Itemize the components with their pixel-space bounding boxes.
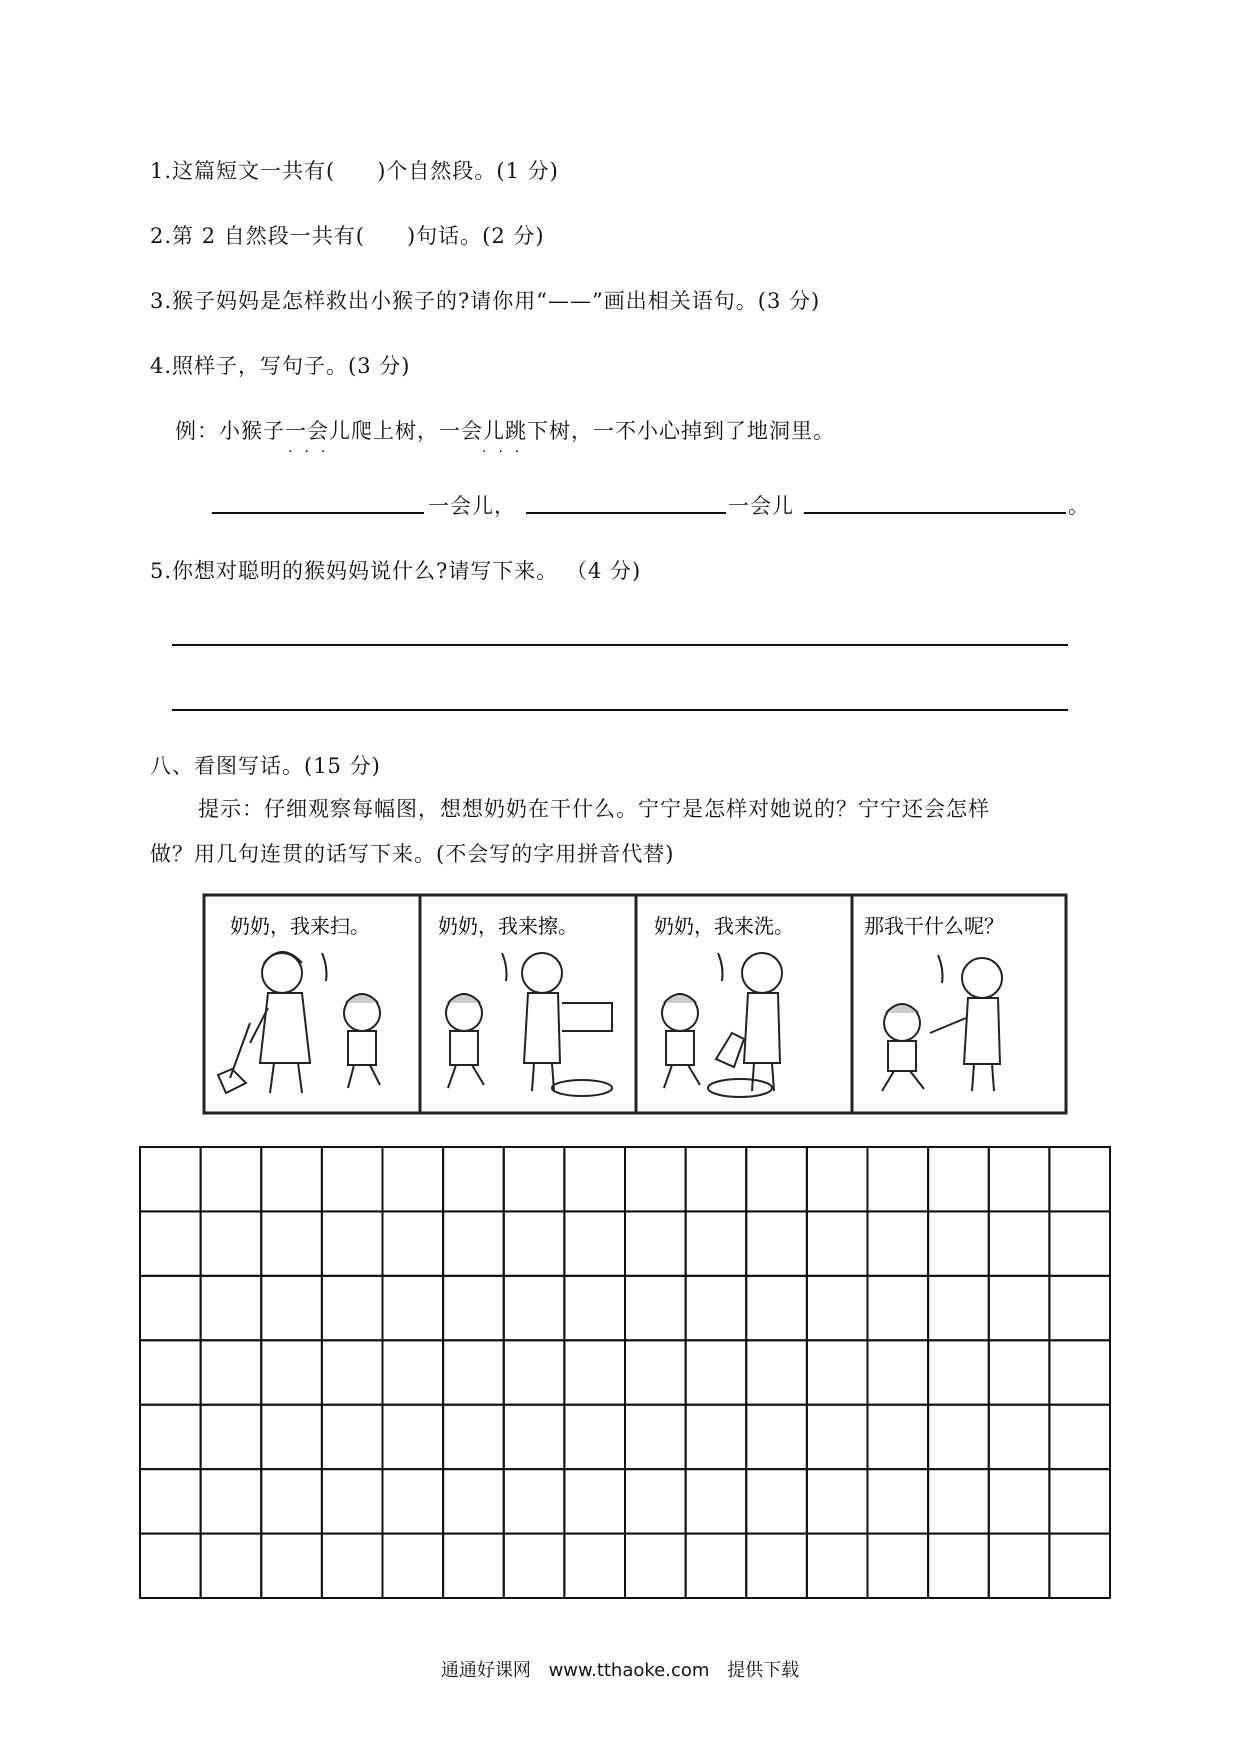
grid-cell[interactable] [1049,1276,1110,1340]
emphasis-dots: ··· [482,444,532,460]
grid-cell[interactable] [1049,1211,1110,1275]
grid-cell[interactable] [201,1340,262,1404]
footer [0,1656,1240,1682]
grid-cell[interactable] [564,1534,625,1598]
grid-cell[interactable] [868,1211,929,1275]
comic-panel-2 [438,914,612,1096]
grid-cell[interactable] [140,1469,201,1533]
grid-cell[interactable] [504,1276,565,1340]
question-1 [150,155,559,185]
grid-cell[interactable] [686,1534,747,1598]
question-2 [150,220,545,250]
grid-cell[interactable] [201,1469,262,1533]
grid-cell[interactable] [989,1469,1050,1533]
grid-cell[interactable] [625,1405,686,1469]
grid-cell[interactable] [261,1405,322,1469]
grid-cell[interactable] [443,1340,504,1404]
grid-cell[interactable] [140,1405,201,1469]
grid-cell[interactable] [261,1276,322,1340]
grid-cell[interactable] [989,1534,1050,1598]
grid-cell[interactable] [201,1211,262,1275]
grid-cell[interactable] [928,1405,989,1469]
grid-cell[interactable] [928,1147,989,1211]
question-2-pre: 2.第 2 自然段一共有( [150,224,365,248]
grid-cell[interactable] [1049,1534,1110,1598]
grid-cell[interactable] [625,1340,686,1404]
comic-panel-1 [218,914,380,1093]
grid-cell[interactable] [261,1147,322,1211]
grid-cell[interactable] [928,1340,989,1404]
grid-cell[interactable] [989,1340,1050,1404]
grid-cell[interactable] [140,1147,201,1211]
grid-cell[interactable] [564,1211,625,1275]
grid-cell[interactable] [928,1534,989,1598]
speech-bubble-text: 奶奶，我来擦。 [438,914,578,938]
grid-cell[interactable] [201,1534,262,1598]
grid-cell[interactable] [1049,1405,1110,1469]
grid-cell[interactable] [140,1340,201,1404]
question-5: 5.你想对聪明的猴妈妈说什么?请写下来。 （4 分) [150,559,642,583]
grid-cell[interactable] [140,1534,201,1598]
grid-cell[interactable] [868,1147,929,1211]
speech-bubble-text: 奶奶，我来洗。 [654,914,794,938]
question-1-pre: 1.这篇短文一共有( [150,159,336,183]
grid-cell[interactable] [322,1147,383,1211]
grid-cell[interactable] [322,1469,383,1533]
grid-cell[interactable] [807,1147,868,1211]
grid-cell[interactable] [504,1147,565,1211]
fill-text-a: 一会儿， [428,494,516,518]
grid-cell[interactable] [322,1276,383,1340]
grid-cell[interactable] [443,1469,504,1533]
grid-cell[interactable] [746,1211,807,1275]
grid-cell[interactable] [201,1276,262,1340]
emphasis-dots: ··· [288,444,338,460]
grid-cell[interactable] [261,1340,322,1404]
grid-cell[interactable] [746,1276,807,1340]
footer-site: 通通好课网 [440,1660,531,1681]
grid-cell[interactable] [928,1211,989,1275]
grid-cell[interactable] [746,1534,807,1598]
grid-cell[interactable] [746,1405,807,1469]
fill-text-b: 一会儿 [728,494,794,518]
grid-cell[interactable] [322,1340,383,1404]
grid-cell[interactable] [140,1276,201,1340]
grid-cell[interactable] [625,1534,686,1598]
grid-cell[interactable] [928,1469,989,1533]
fill-line[interactable] [804,512,1066,514]
grid-cell[interactable] [625,1211,686,1275]
comic-strip [202,893,1068,1115]
answer-line[interactable] [172,644,1068,646]
grid-cell[interactable] [686,1147,747,1211]
grid-cell[interactable] [201,1147,262,1211]
comic-panel-3 [654,914,794,1097]
grid-cell[interactable] [443,1534,504,1598]
grid-cell[interactable] [686,1405,747,1469]
grid-cell[interactable] [383,1211,444,1275]
grid-cell[interactable] [564,1147,625,1211]
question-3: 3.猴子妈妈是怎样救出小猴子的?请你用“——”画出相关语句。(3 分) [150,289,821,313]
grid-cell[interactable] [443,1147,504,1211]
question-4: 4.照样子，写句子。(3 分) [150,354,411,378]
grid-cell[interactable] [383,1147,444,1211]
grid-cell[interactable] [261,1469,322,1533]
grid-cell[interactable] [504,1340,565,1404]
writing-grid[interactable] [138,1145,1112,1600]
grid-cell[interactable] [383,1405,444,1469]
grid-cell[interactable] [564,1469,625,1533]
grid-cell[interactable] [201,1405,262,1469]
grid-cell[interactable] [625,1469,686,1533]
grid-cell[interactable] [746,1340,807,1404]
grid-cell[interactable] [140,1211,201,1275]
fill-end: 。 [1068,494,1090,518]
grid-cell[interactable] [807,1405,868,1469]
grid-cell[interactable] [868,1276,929,1340]
grid-cell[interactable] [504,1405,565,1469]
fill-line[interactable] [526,512,726,514]
grid-cell[interactable] [625,1147,686,1211]
grid-cell[interactable] [564,1276,625,1340]
footer-url[interactable]: www.tthaoke.com [548,1660,710,1681]
grid-cell[interactable] [686,1211,747,1275]
grid-cell[interactable] [686,1276,747,1340]
grid-cell[interactable] [1049,1469,1110,1533]
hint-line-2: 做？用几句连贯的话写下来。(不会写的字用拼音代替) [150,842,675,866]
grid-cell[interactable] [443,1405,504,1469]
speech-bubble-text: 那我干什么呢？ [864,914,1004,938]
grid-cell[interactable] [625,1276,686,1340]
grid-cell[interactable] [322,1211,383,1275]
grid-cell[interactable] [383,1276,444,1340]
question-1-post: )个自然段。(1 分) [377,159,559,183]
grid-cell[interactable] [868,1469,929,1533]
grid-cell[interactable] [686,1469,747,1533]
fill-line[interactable] [212,512,424,514]
grid-cell[interactable] [928,1276,989,1340]
grid-cell[interactable] [807,1276,868,1340]
grid-cell[interactable] [322,1534,383,1598]
grid-cell[interactable] [989,1405,1050,1469]
grid-cell[interactable] [383,1340,444,1404]
grid-cell[interactable] [504,1534,565,1598]
grid-cell[interactable] [443,1211,504,1275]
grid-cell[interactable] [807,1340,868,1404]
grid-cell[interactable] [686,1340,747,1404]
grid-cell[interactable] [746,1147,807,1211]
comic-panel-4 [864,914,1004,1091]
grid-cell[interactable] [807,1211,868,1275]
grid-cell[interactable] [989,1147,1050,1211]
example-sentence: 例：小猴子一会儿爬上树，一会儿跳下树，一不小心掉到了地洞里。 [175,419,835,443]
grid-cell[interactable] [504,1211,565,1275]
grid-cell[interactable] [383,1469,444,1533]
grid-cell[interactable] [868,1534,929,1598]
grid-cell[interactable] [868,1340,929,1404]
answer-line[interactable] [172,709,1068,711]
grid-cell[interactable] [807,1469,868,1533]
grid-cell[interactable] [989,1276,1050,1340]
grid-cell[interactable] [504,1469,565,1533]
hint-line-1: 提示：仔细观察每幅图，想想奶奶在干什么。宁宁是怎样对她说的？宁宁还会怎样 [198,797,990,821]
grid-cell[interactable] [261,1534,322,1598]
speech-bubble-text: 奶奶，我来扫。 [230,914,370,938]
grid-cell[interactable] [564,1405,625,1469]
grid-cell[interactable] [443,1276,504,1340]
grid-cell[interactable] [261,1211,322,1275]
grid-cell[interactable] [1049,1340,1110,1404]
section-8-title: 八、看图写话。(15 分) [150,754,381,778]
grid-cell[interactable] [322,1405,383,1469]
grid-cell[interactable] [564,1340,625,1404]
question-2-post: )句话。(2 分) [406,224,545,248]
grid-cell[interactable] [383,1534,444,1598]
grid-cell[interactable] [989,1211,1050,1275]
grid-cell[interactable] [1049,1147,1110,1211]
grid-cell[interactable] [807,1534,868,1598]
grid-cell[interactable] [746,1469,807,1533]
grid-cell[interactable] [868,1405,929,1469]
footer-note: 提供下载 [727,1660,800,1681]
